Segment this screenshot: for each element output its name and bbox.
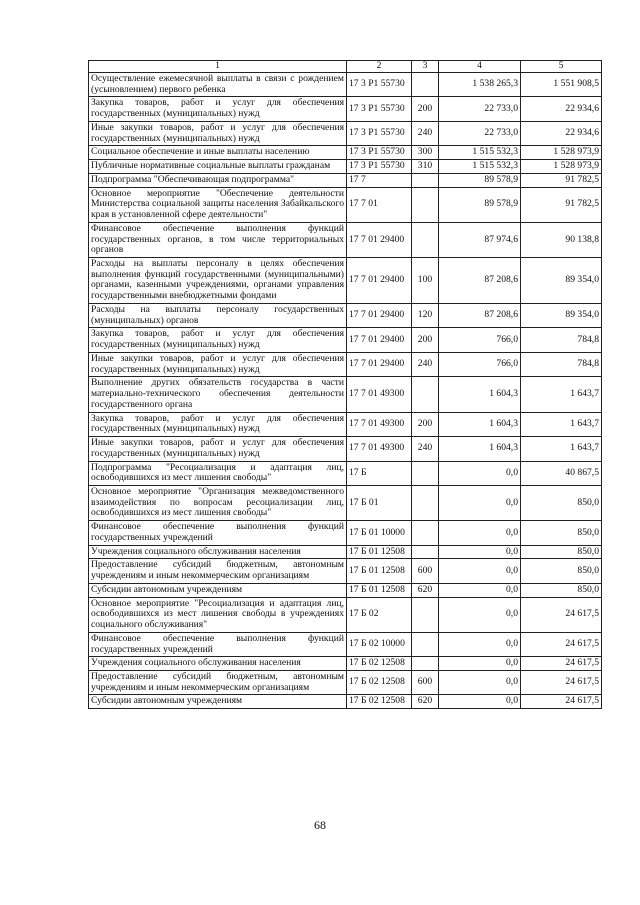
table-row	[89, 258, 602, 304]
col-header-name: 1	[89, 61, 347, 73]
table-row	[89, 632, 602, 656]
row-name-cell: Основное мероприятие "Обеспечение деятельности Министерства социальной защиты населения Забайкальского края в установленной сфере деятельности"	[89, 187, 347, 222]
row-vr-cell: 120	[412, 303, 439, 327]
row-code-cell: 17 Б 01 12508	[347, 545, 412, 559]
row-vr-cell	[412, 485, 439, 520]
row-vr-cell	[412, 521, 439, 545]
table-row	[89, 559, 602, 583]
table-row	[89, 657, 602, 671]
table-row	[89, 352, 602, 376]
table-row	[89, 187, 602, 222]
row-vr-cell: 200	[412, 97, 439, 121]
row-vr-cell	[412, 597, 439, 632]
row-code-cell: 17 Б 01	[347, 485, 412, 520]
row-value-5-cell: 1 528 973,9	[521, 160, 602, 174]
row-value-4-cell: 0,0	[439, 485, 521, 520]
row-value-4-cell: 87 208,6	[439, 303, 521, 327]
table-row	[89, 597, 602, 632]
table-row	[89, 437, 602, 461]
row-value-5-cell: 90 138,8	[521, 222, 602, 257]
row-vr-cell: 200	[412, 328, 439, 352]
row-name-cell: Расходы на выплаты персоналу государственных (муниципальных) органов	[89, 303, 347, 327]
row-name-cell: Закупка товаров, работ и услуг для обеспечения государственных (муниципальных) нужд	[89, 97, 347, 121]
row-vr-cell	[412, 187, 439, 222]
col-header-value-4: 4	[439, 61, 521, 73]
row-name-cell: Финансовое обеспечение выполнения функций государственных учреждений	[89, 521, 347, 545]
row-vr-cell: 600	[412, 670, 439, 694]
row-value-5-cell: 91 782,5	[521, 173, 602, 187]
row-code-cell: 17 3 Р1 55730	[347, 146, 412, 160]
table-row	[89, 695, 602, 709]
table-row	[89, 328, 602, 352]
row-vr-cell	[412, 222, 439, 257]
budget-table	[88, 60, 602, 709]
row-value-5-cell: 22 934,6	[521, 121, 602, 145]
row-value-5-cell: 1 643,7	[521, 377, 602, 412]
row-name-cell: Основное мероприятие "Организация межведомственного взаимодействия по вопросам ресоциализации лиц, освободившихся из мест лишения свободы"	[89, 485, 347, 520]
row-code-cell: 17 Б 02 10000	[347, 632, 412, 656]
table-row	[89, 173, 602, 187]
row-code-cell: 17 7 01 49300	[347, 377, 412, 412]
row-value-4-cell: 22 733,0	[439, 121, 521, 145]
row-value-5-cell: 784,8	[521, 352, 602, 376]
row-value-5-cell: 89 354,0	[521, 303, 602, 327]
row-value-5-cell: 91 782,5	[521, 187, 602, 222]
table-row	[89, 73, 602, 97]
row-name-cell: Учреждения социального обслуживания населения	[89, 545, 347, 559]
page-number: 68	[314, 818, 326, 832]
row-name-cell: Иные закупки товаров, работ и услуг для обеспечения государственных (муниципальных) нужд	[89, 352, 347, 376]
row-value-5-cell: 89 354,0	[521, 258, 602, 304]
table-row	[89, 121, 602, 145]
row-vr-cell: 100	[412, 258, 439, 304]
row-value-4-cell: 87 208,6	[439, 258, 521, 304]
table-row	[89, 146, 602, 160]
row-value-4-cell: 0,0	[439, 597, 521, 632]
row-name-cell: Закупка товаров, работ и услуг для обеспечения государственных (муниципальных) нужд	[89, 328, 347, 352]
row-code-cell: 17 Б 02	[347, 597, 412, 632]
row-code-cell: 17 3 Р1 55730	[347, 97, 412, 121]
row-value-4-cell: 0,0	[439, 670, 521, 694]
row-value-4-cell: 0,0	[439, 521, 521, 545]
row-value-5-cell: 1 528 973,9	[521, 146, 602, 160]
row-value-4-cell: 0,0	[439, 695, 521, 709]
row-name-cell: Субсидии автономным учреждениям	[89, 583, 347, 597]
table-row	[89, 670, 602, 694]
row-code-cell: 17 Б 01 10000	[347, 521, 412, 545]
row-value-4-cell: 1 604,3	[439, 412, 521, 436]
row-name-cell: Выполнение других обязательств государства в части материально-технического обеспечения деятельности государственного органа	[89, 377, 347, 412]
row-value-4-cell: 766,0	[439, 352, 521, 376]
row-name-cell: Предоставление субсидий бюджетным, автономным учреждениям и иным некоммерческим организациям	[89, 559, 347, 583]
table-row	[89, 545, 602, 559]
row-vr-cell	[412, 377, 439, 412]
row-value-4-cell: 1 604,3	[439, 377, 521, 412]
row-name-cell: Финансовое обеспечение выполнения функций государственных органов, в том числе территориальных органов	[89, 222, 347, 257]
row-code-cell: 17 7 01 29400	[347, 303, 412, 327]
row-value-4-cell: 89 578,9	[439, 173, 521, 187]
row-code-cell: 17 3 Р1 55730	[347, 160, 412, 174]
row-vr-cell: 310	[412, 160, 439, 174]
row-code-cell: 17 Б 02 12508	[347, 695, 412, 709]
row-value-5-cell: 850,0	[521, 521, 602, 545]
row-value-4-cell: 1 604,3	[439, 437, 521, 461]
row-value-5-cell: 24 617,5	[521, 597, 602, 632]
row-value-4-cell: 766,0	[439, 328, 521, 352]
row-vr-cell: 600	[412, 559, 439, 583]
table-row	[89, 412, 602, 436]
row-code-cell: 17 Б 02 12508	[347, 657, 412, 671]
row-value-5-cell: 850,0	[521, 559, 602, 583]
row-code-cell: 17 7	[347, 173, 412, 187]
table-row	[89, 485, 602, 520]
row-value-5-cell: 22 934,6	[521, 97, 602, 121]
row-value-4-cell: 0,0	[439, 559, 521, 583]
row-value-5-cell: 24 617,5	[521, 695, 602, 709]
table-row	[89, 97, 602, 121]
row-value-4-cell: 0,0	[439, 657, 521, 671]
row-name-cell: Субсидии автономным учреждениям	[89, 695, 347, 709]
row-name-cell: Осуществление ежемесячной выплаты в связи с рождением (усыновлением) первого ребенка	[89, 73, 347, 97]
row-value-5-cell: 850,0	[521, 485, 602, 520]
row-vr-cell	[412, 461, 439, 485]
row-name-cell: Публичные нормативные социальные выплаты гражданам	[89, 160, 347, 174]
row-vr-cell: 240	[412, 352, 439, 376]
row-name-cell: Основное мероприятие "Ресоциализация и адаптация лиц, освободившихся из мест лишения свободы в учреждениях социального обслуживания"	[89, 597, 347, 632]
row-vr-cell: 240	[412, 437, 439, 461]
table-row	[89, 222, 602, 257]
table-row	[89, 461, 602, 485]
row-code-cell: 17 7 01 29400	[347, 328, 412, 352]
table-row	[89, 521, 602, 545]
col-header-vr: 3	[412, 61, 439, 73]
row-value-5-cell: 850,0	[521, 583, 602, 597]
row-value-5-cell: 1 643,7	[521, 437, 602, 461]
row-code-cell: 17 7 01 49300	[347, 437, 412, 461]
row-name-cell: Закупка товаров, работ и услуг для обеспечения государственных (муниципальных) нужд	[89, 412, 347, 436]
row-vr-cell	[412, 545, 439, 559]
row-code-cell: 17 7 01 29400	[347, 258, 412, 304]
table-row	[89, 303, 602, 327]
row-value-5-cell: 24 617,5	[521, 670, 602, 694]
row-value-4-cell: 1 515 532,3	[439, 146, 521, 160]
row-name-cell: Иные закупки товаров, работ и услуг для обеспечения государственных (муниципальных) нужд	[89, 437, 347, 461]
row-code-cell: 17 3 Р1 55730	[347, 73, 412, 97]
row-value-4-cell: 0,0	[439, 545, 521, 559]
row-code-cell: 17 7 01 49300	[347, 412, 412, 436]
row-name-cell: Предоставление субсидий бюджетным, автономным учреждениям и иным некоммерческим организациям	[89, 670, 347, 694]
col-header-value-5: 5	[521, 61, 602, 73]
row-value-5-cell: 784,8	[521, 328, 602, 352]
row-value-4-cell: 1 515 532,3	[439, 160, 521, 174]
row-value-5-cell: 24 617,5	[521, 657, 602, 671]
row-value-5-cell: 1 551 908,5	[521, 73, 602, 97]
table-row	[89, 583, 602, 597]
table-header-row	[89, 61, 602, 73]
row-vr-cell	[412, 73, 439, 97]
row-value-4-cell: 0,0	[439, 583, 521, 597]
row-vr-cell: 620	[412, 583, 439, 597]
row-value-5-cell: 24 617,5	[521, 632, 602, 656]
row-vr-cell	[412, 657, 439, 671]
row-value-4-cell: 0,0	[439, 461, 521, 485]
row-vr-cell: 300	[412, 146, 439, 160]
row-vr-cell	[412, 632, 439, 656]
row-value-4-cell: 22 733,0	[439, 97, 521, 121]
row-vr-cell: 240	[412, 121, 439, 145]
row-value-4-cell: 87 974,6	[439, 222, 521, 257]
row-name-cell: Расходы на выплаты персоналу в целях обеспечения выполнения функций государственными (муниципальными) органами, казенными учреждениями, органами управления государственными внебюджетными фондами	[89, 258, 347, 304]
row-name-cell: Учреждения социального обслуживания населения	[89, 657, 347, 671]
row-name-cell: Иные закупки товаров, работ и услуг для обеспечения государственных (муниципальных) нужд	[89, 121, 347, 145]
row-value-5-cell: 1 643,7	[521, 412, 602, 436]
col-header-code: 2	[347, 61, 412, 73]
row-vr-cell: 200	[412, 412, 439, 436]
row-value-5-cell: 40 867,5	[521, 461, 602, 485]
row-name-cell: Социальное обеспечение и иные выплаты населению	[89, 146, 347, 160]
row-code-cell: 17 7 01	[347, 187, 412, 222]
row-code-cell: 17 Б 01 12508	[347, 559, 412, 583]
row-code-cell: 17 7 01 29400	[347, 352, 412, 376]
row-code-cell: 17 7 01 29400	[347, 222, 412, 257]
row-vr-cell: 620	[412, 695, 439, 709]
row-value-4-cell: 0,0	[439, 632, 521, 656]
row-value-5-cell: 850,0	[521, 545, 602, 559]
row-vr-cell	[412, 173, 439, 187]
row-code-cell: 17 Б 01 12508	[347, 583, 412, 597]
row-value-4-cell: 89 578,9	[439, 187, 521, 222]
table-row	[89, 160, 602, 174]
row-code-cell: 17 3 Р1 55730	[347, 121, 412, 145]
row-name-cell: Подпрограмма "Обеспечивающая подпрограмма"	[89, 173, 347, 187]
table-row	[89, 377, 602, 412]
row-name-cell: Подпрограмма "Ресоциализация и адаптация лиц, освободившихся из мест лишения свободы"	[89, 461, 347, 485]
row-name-cell: Финансовое обеспечение выполнения функций государственных учреждений	[89, 632, 347, 656]
row-code-cell: 17 Б	[347, 461, 412, 485]
row-value-4-cell: 1 538 265,3	[439, 73, 521, 97]
row-code-cell: 17 Б 02 12508	[347, 670, 412, 694]
